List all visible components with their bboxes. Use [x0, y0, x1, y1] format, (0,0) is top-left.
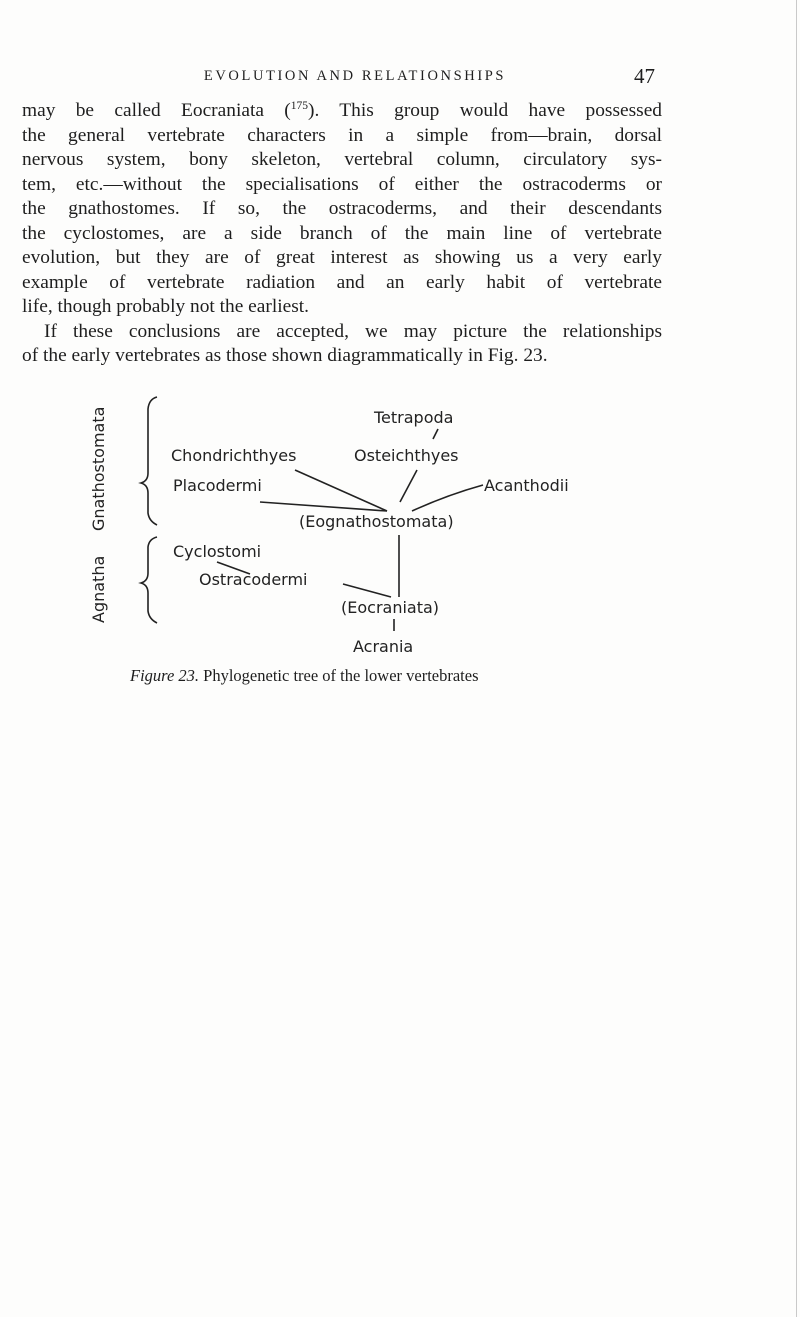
text-line: the general vertebrate characters in a simple from—brain, dorsal	[22, 124, 662, 146]
taxon-osteichthyes: Osteichthyes	[354, 446, 459, 465]
text-line: evolution, but they are of great interest as showing us a very early	[22, 247, 662, 268]
page-number: 47	[634, 64, 655, 88]
ostracodermi-branch	[343, 584, 391, 597]
taxon-eocraniata: (Eocraniata)	[341, 598, 440, 617]
gnathostomata-brace	[141, 397, 157, 525]
group-label-agnatha: Agnatha	[89, 555, 108, 623]
taxon-ostracodermi: Ostracodermi	[199, 570, 308, 589]
text-fragment: ). This group would have possessed	[308, 100, 663, 121]
taxon-cyclostomi: Cyclostomi	[173, 542, 262, 561]
group-label-gnathostomata: Gnathostomata	[89, 406, 108, 531]
phylogenetic-diagram	[75, 385, 635, 670]
page-edge-line	[796, 0, 797, 1317]
body-text	[22, 99, 662, 369]
taxon-tetrapoda: Tetrapoda	[374, 408, 454, 427]
text-line: tem, etc.—without the specialisations of either the ostracoderms or	[22, 173, 662, 195]
text-line: If these conclusions are accepted, we may picture the relationships	[44, 320, 662, 342]
paragraph-1	[22, 99, 662, 320]
text-line: life, though probably not the earliest.	[22, 296, 310, 317]
osteichthyes-branch	[400, 470, 417, 502]
taxon-chondrichthyes: Chondrichthyes	[171, 446, 297, 465]
figure-caption-text: Phylogenetic tree of the lower vertebrates	[199, 666, 479, 685]
taxon-eognathostomata: (Eognathostomata)	[299, 512, 454, 531]
text-line: the cyclostomes, are a side branch of the main line of vertebrate	[22, 222, 662, 244]
taxon-placodermi: Placodermi	[173, 476, 262, 495]
text-fragment: may be called Eocraniata (	[22, 100, 291, 121]
text-line: example of vertebrate radiation and an early habit of vertebrate	[22, 271, 662, 293]
tetrapoda-branch	[433, 429, 438, 439]
reference-superscript: 175	[290, 100, 308, 112]
figure-label: Figure 23.	[130, 666, 200, 685]
taxon-acanthodii: Acanthodii	[484, 476, 569, 495]
running-head: EVOLUTION AND RELATIONSHIPS	[203, 68, 507, 84]
text-line	[22, 99, 662, 124]
text-line: nervous system, bony skeleton, vertebral column, circulatory sys-	[22, 149, 662, 170]
text-line: the gnathostomes. If so, the ostracoderms, and their descendants	[22, 198, 662, 219]
taxon-acrania: Acrania	[353, 637, 414, 656]
agnatha-brace	[141, 537, 157, 623]
paragraph-2	[22, 320, 662, 369]
figure-caption	[130, 666, 650, 686]
text-line: of the early vertebrates as those shown diagrammatically in Fig. 23.	[22, 345, 548, 366]
acanthodii-branch	[412, 485, 483, 511]
